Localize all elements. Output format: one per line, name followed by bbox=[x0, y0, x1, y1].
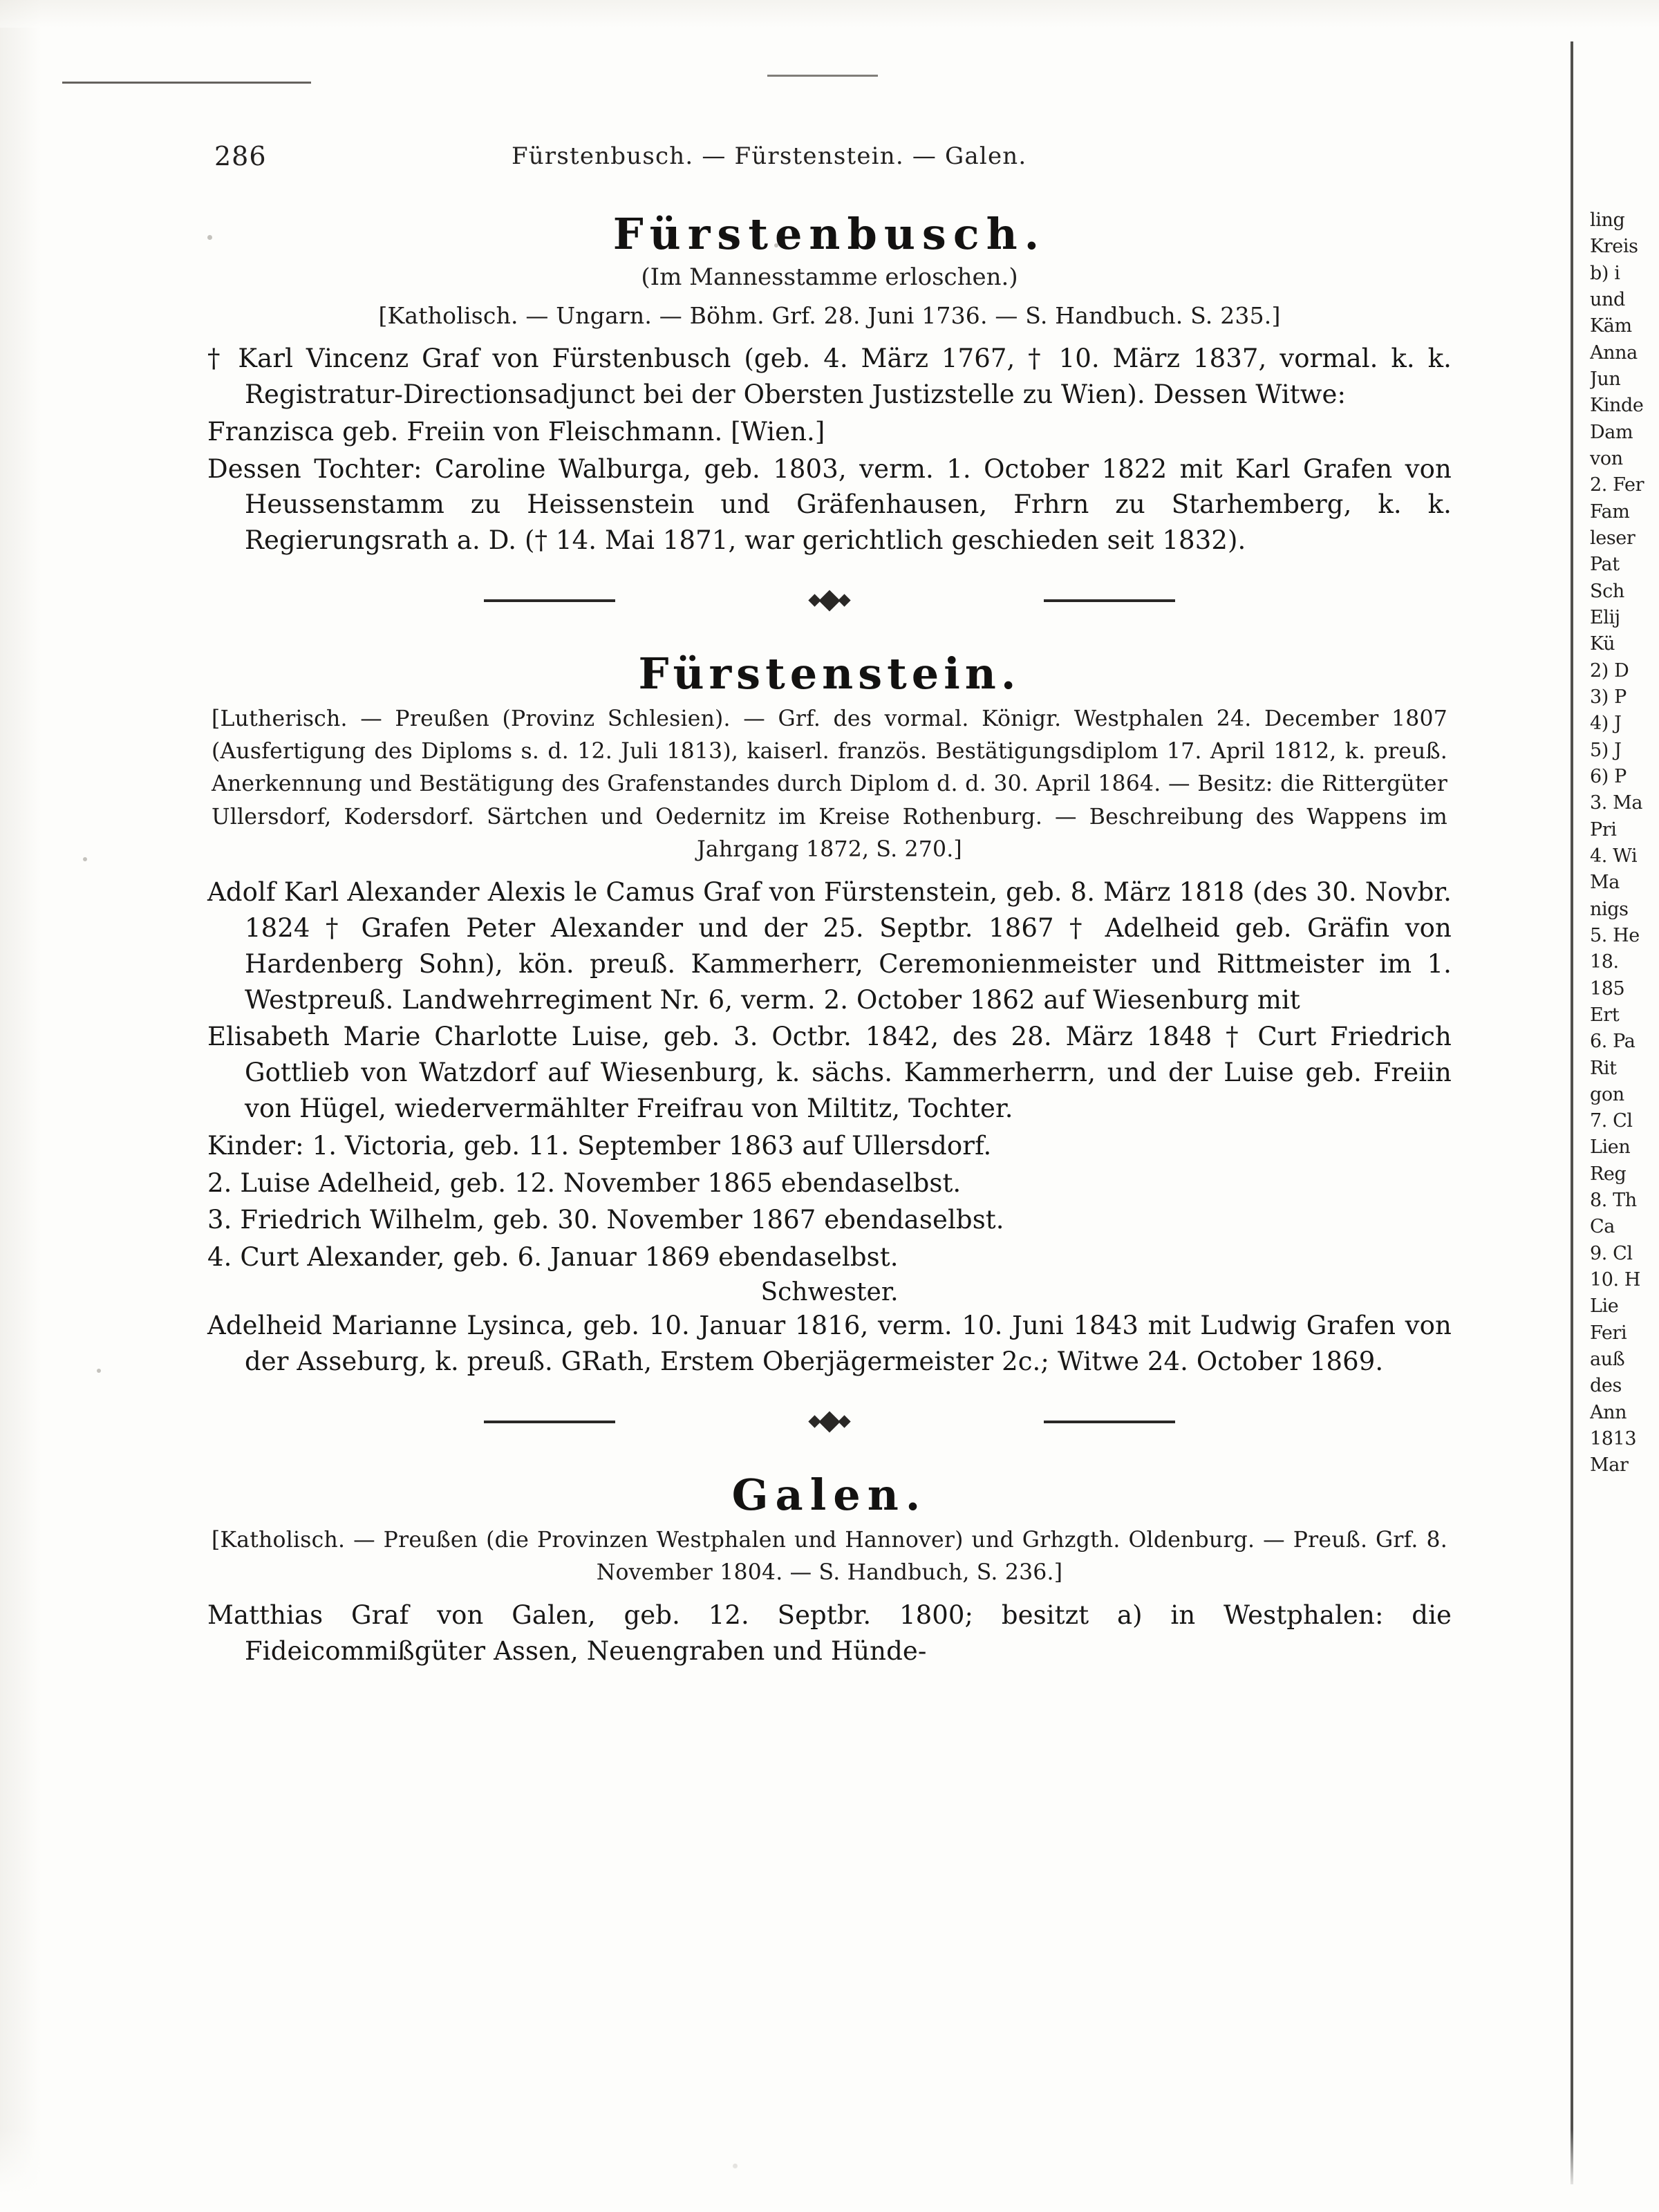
page-content bbox=[207, 135, 1452, 1671]
top-rule-left bbox=[62, 82, 311, 84]
scan-edge-left bbox=[0, 0, 41, 2212]
next-column-line: Mar bbox=[1590, 1454, 1629, 1477]
next-column-line: 3. Ma bbox=[1590, 792, 1643, 814]
next-column-line: Käm bbox=[1590, 315, 1632, 337]
next-column-line: Pat bbox=[1590, 554, 1620, 576]
next-column-line: Dam bbox=[1590, 421, 1633, 443]
next-column-line: Kreis bbox=[1590, 236, 1638, 258]
section-title-fuerstenbusch: Fürstenbusch. bbox=[612, 209, 1047, 259]
scan-speck bbox=[733, 2164, 738, 2168]
next-column-line: 185 bbox=[1590, 977, 1625, 1000]
next-column-line: gon bbox=[1590, 1083, 1624, 1105]
next-column-line: Ert bbox=[1590, 1004, 1620, 1026]
next-column-line: Kinde bbox=[1590, 395, 1644, 417]
top-rule-right bbox=[767, 75, 878, 77]
section-divider bbox=[207, 1398, 1452, 1446]
next-column-line: 10. H bbox=[1590, 1269, 1641, 1291]
next-column-line: 6) P bbox=[1590, 765, 1627, 787]
entry-paragraph: Matthias Graf von Galen, geb. 12. Septbr. 1800; besitzt a) in Westphalen: die Fideicommißgüter Assen, Neuengraben und Hünde- bbox=[207, 1600, 1452, 1666]
section-note-fuerstenstein: [Lutherisch. — Preußen (Provinz Schlesien). — Grf. des vormal. Königr. Westphalen 24. December 1807 (Ausfertigung des Diploms s. d. 12. Juli 1813), kaiserl. französ. Bestätigungsdiplom 17. April 1812, k. preuß. Anerkennung und Bestätigung des Grafenstandes durch Diplom d. d. 30. April 1864. — Besitz: die Rittergüter Ullersdorf, Kodersdorf. Särtchen und Oedernitz im Kreise Rothenburg. — Beschreibung des Wappens im Jahrgang 1872, S. 270.] bbox=[212, 706, 1447, 862]
next-column-line: 6. Pa bbox=[1590, 1031, 1635, 1053]
divider-bar-left bbox=[484, 1421, 615, 1423]
section-note-fuerstenbusch: [Katholisch. — Ungarn. — Böhm. Grf. 28. Juni 1736. — S. Handbuch. S. 235.] bbox=[378, 302, 1281, 329]
next-column-line: 8. Th bbox=[1590, 1190, 1637, 1212]
next-column-line: Reg bbox=[1590, 1163, 1627, 1185]
entry-paragraph: 3. Friedrich Wilhelm, geb. 30. November 1867 ebendaselbst. bbox=[207, 1205, 1004, 1235]
next-column-line: Ca bbox=[1590, 1216, 1615, 1238]
section-subtitle-fuerstenbusch: (Im Mannesstamme erloschen.) bbox=[641, 263, 1018, 291]
next-column-fragment bbox=[1590, 207, 1659, 1479]
next-column-line: ling bbox=[1590, 209, 1625, 231]
next-column-line: und bbox=[1590, 288, 1625, 310]
next-column-line: Lie bbox=[1590, 1295, 1619, 1318]
next-column-line: Lien bbox=[1590, 1136, 1631, 1159]
next-column-line: Anna bbox=[1590, 341, 1638, 364]
entry-paragraph: † Karl Vincenz Graf von Fürstenbusch (geb. 4. März 1767, † 10. März 1837, vormal. k. k. Registratur-Directionsadjunct bei der Obersten Justizstelle zu Wien). Dessen Witwe: bbox=[207, 344, 1452, 409]
entry-paragraph: 2. Luise Adelheid, geb. 12. November 1865 ebendaselbst. bbox=[207, 1168, 962, 1198]
entry-paragraph: Elisabeth Marie Charlotte Luise, geb. 3. Octbr. 1842, des 28. März 1848 † Curt Friedrich Gottlieb von Watzdorf auf Wiesenburg, k. sächs. Kammerherrn, und der Luise geb. Freiin von Hügel, wiedervermählter Freifrau von Miltitz, Tochter. bbox=[207, 1022, 1452, 1123]
next-column-line: Pri bbox=[1590, 818, 1617, 841]
section-title-fuerstenstein: Fürstenstein. bbox=[638, 648, 1021, 699]
next-column-line: Feri bbox=[1590, 1322, 1627, 1344]
entry-paragraph: Adelheid Marianne Lysinca, geb. 10. Januar 1816, verm. 10. Juni 1843 mit Ludwig Grafen von der Asseburg, k. preuß. GRath, Erstem Oberjägermeister 2c.; Witwe 24. October 1869. bbox=[207, 1310, 1452, 1376]
next-column-line: 4) J bbox=[1590, 713, 1622, 735]
next-column-line: 1813 bbox=[1590, 1428, 1637, 1450]
next-column-line: Rit bbox=[1590, 1057, 1617, 1079]
next-column-line: Sch bbox=[1590, 580, 1624, 602]
scan-speck bbox=[83, 857, 87, 861]
next-column-line: 2) D bbox=[1590, 659, 1629, 682]
next-column-line: Ann bbox=[1590, 1401, 1627, 1423]
running-head bbox=[207, 135, 1452, 177]
next-column-line: 2. Fer bbox=[1590, 474, 1644, 496]
next-column-line: 9. Cl bbox=[1590, 1242, 1633, 1264]
entry-paragraph: 4. Curt Alexander, geb. 6. Januar 1869 ebendaselbst. bbox=[207, 1242, 899, 1273]
next-column-line: Kü bbox=[1590, 633, 1615, 655]
divider-ornament bbox=[788, 1413, 871, 1431]
next-column-line: Jun bbox=[1590, 368, 1621, 390]
next-column-line: 5. He bbox=[1590, 924, 1640, 946]
next-column-line: Elij bbox=[1590, 606, 1620, 628]
next-column-line: 7. Cl bbox=[1590, 1110, 1633, 1132]
scan-edge-top bbox=[0, 0, 1659, 28]
subheading-schwester: Schwester. bbox=[760, 1277, 899, 1306]
entry-paragraph: Adolf Karl Alexander Alexis le Camus Graf von Fürstenstein, geb. 8. März 1818 (des 30. Novbr. 1824 † Grafen Peter Alexander und der 25. Septbr. 1867 † Adelheid geb. Gräfin von Hardenberg Sohn), kön. preuß. Kammerherr, Ceremonienmeister und Rittmeister im 1. Westpreuß. Landwehrregiment Nr. 6, verm. 2. October 1862 auf Wiesenburg mit bbox=[207, 877, 1452, 1015]
section-note-galen: [Katholisch. — Preußen (die Provinzen Westphalen und Hannover) und Grhzgth. Oldenburg. — Preuß. Grf. 8. November 1804. — S. Handbuch, S. 236.] bbox=[212, 1527, 1447, 1585]
next-column-line: leser bbox=[1590, 527, 1635, 549]
divider-bar-left bbox=[484, 599, 615, 602]
next-column-line: auß bbox=[1590, 1349, 1625, 1371]
section-divider bbox=[207, 577, 1452, 625]
entry-paragraph: Dessen Tochter: Caroline Walburga, geb. 1803, verm. 1. October 1822 mit Karl Grafen von Heussenstamm zu Heissenstein und Gräfenhausen, Frhrn zu Starhemberg, k. k. Regierungsrath a. D. († 14. Mai 1871, war gerichtlich geschieden seit 1832). bbox=[207, 453, 1452, 556]
divider-bar-right bbox=[1044, 1421, 1175, 1423]
next-column-line: 3) P bbox=[1590, 686, 1627, 708]
entry-paragraph: Kinder: 1. Victoria, geb. 11. September 1863 auf Ullersdorf. bbox=[207, 1130, 992, 1161]
next-column-line: Ma bbox=[1590, 872, 1620, 894]
running-head-title: Fürstenbusch. — Fürstenstein. — Galen. bbox=[512, 142, 1027, 170]
next-column-line: von bbox=[1590, 447, 1623, 469]
next-column-line: b) i bbox=[1590, 262, 1620, 284]
next-column-line: Fam bbox=[1590, 500, 1630, 523]
next-column-line: nigs bbox=[1590, 898, 1629, 920]
next-column-line: 5) J bbox=[1590, 739, 1622, 761]
entry-paragraph: Franzisca geb. Freiin von Fleischmann. [Wien.] bbox=[207, 416, 825, 447]
section-title-galen: Galen. bbox=[731, 1469, 928, 1520]
next-column-line: 4. Wi bbox=[1590, 845, 1638, 867]
next-column-line: des bbox=[1590, 1375, 1622, 1397]
page-bottom-fade bbox=[0, 2129, 1659, 2212]
divider-bar-right bbox=[1044, 599, 1175, 602]
divider-ornament bbox=[788, 592, 871, 610]
scan-speck bbox=[97, 1369, 101, 1373]
next-column-line: 18. bbox=[1590, 951, 1619, 973]
page-number: 286 bbox=[214, 141, 267, 171]
column-divider bbox=[1571, 41, 1573, 2184]
